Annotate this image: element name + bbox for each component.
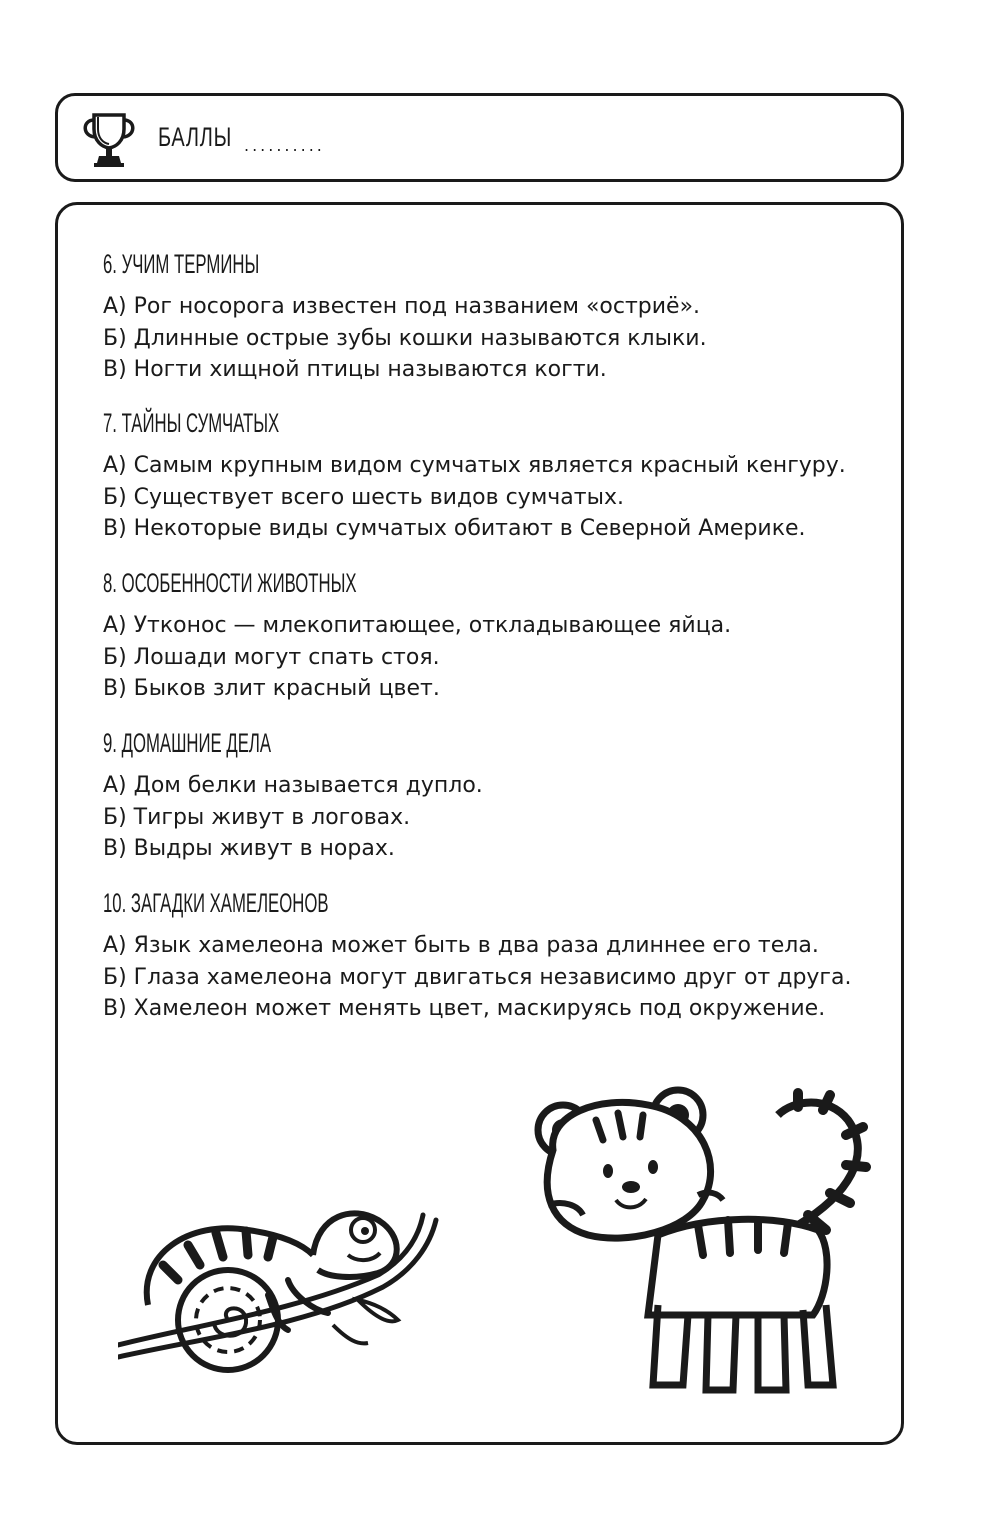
option-c[interactable]: В) Выдры живут в норах. (103, 836, 395, 861)
section-title: 7. ТАЙНЫ СУМЧАТЫХ (103, 408, 280, 438)
option-b[interactable]: Б) Лошади могут спать стоя. (103, 644, 440, 670)
option-b[interactable]: Б) Глаза хамелеона могут двигаться независимо друг от друга. (103, 964, 852, 990)
section-title: 6. УЧИМ ТЕРМИНЫ (103, 249, 260, 279)
quiz-section (103, 728, 883, 865)
section-title: 8. ОСОБЕННОСТИ ЖИВОТНЫХ (103, 568, 357, 598)
section-title: 9. ДОМАШНИЕ ДЕЛА (103, 728, 272, 758)
option-b[interactable]: Б) Длинные острые зубы кошки называются клыки. (103, 325, 707, 351)
option-a[interactable]: А) Утконос — млекопитающее, откладывающее яйца. (103, 613, 732, 638)
quiz-panel (55, 202, 904, 1445)
score-blank[interactable]: .......... (244, 136, 325, 155)
option-a[interactable]: А) Язык хамелеона может быть в два раза длиннее его тела. (103, 933, 819, 958)
quiz-section (103, 888, 883, 1025)
option-a[interactable]: А) Дом белки называется дупло. (103, 773, 483, 798)
chameleon-illustration (118, 1185, 458, 1385)
trophy-icon (80, 111, 138, 169)
section-title: 10. ЗАГАДКИ ХАМЕЛЕОНОВ (103, 888, 329, 918)
option-c[interactable]: В) Быков злит красный цвет. (103, 676, 440, 701)
option-c[interactable]: В) Хамелеон может менять цвет, маскируясь под окружение. (103, 996, 826, 1021)
option-a[interactable]: А) Самым крупным видом сумчатых является красный кенгуру. (103, 453, 846, 478)
score-label: БАЛЛЫ (158, 122, 233, 152)
option-b[interactable]: Б) Тигры живут в логовах. (103, 804, 411, 830)
option-c[interactable]: В) Некоторые виды сумчатых обитают в Северной Америке. (103, 516, 806, 541)
quiz-section (103, 408, 883, 545)
score-box (55, 93, 904, 182)
quiz-section (103, 249, 883, 386)
option-a[interactable]: А) Рог носорога известен под названием «остриё». (103, 294, 701, 319)
tiger-illustration (508, 1075, 888, 1405)
quiz-section (103, 568, 883, 705)
option-b[interactable]: Б) Существует всего шесть видов сумчатых. (103, 484, 624, 510)
option-c[interactable]: В) Ногти хищной птицы называются когти. (103, 357, 607, 382)
